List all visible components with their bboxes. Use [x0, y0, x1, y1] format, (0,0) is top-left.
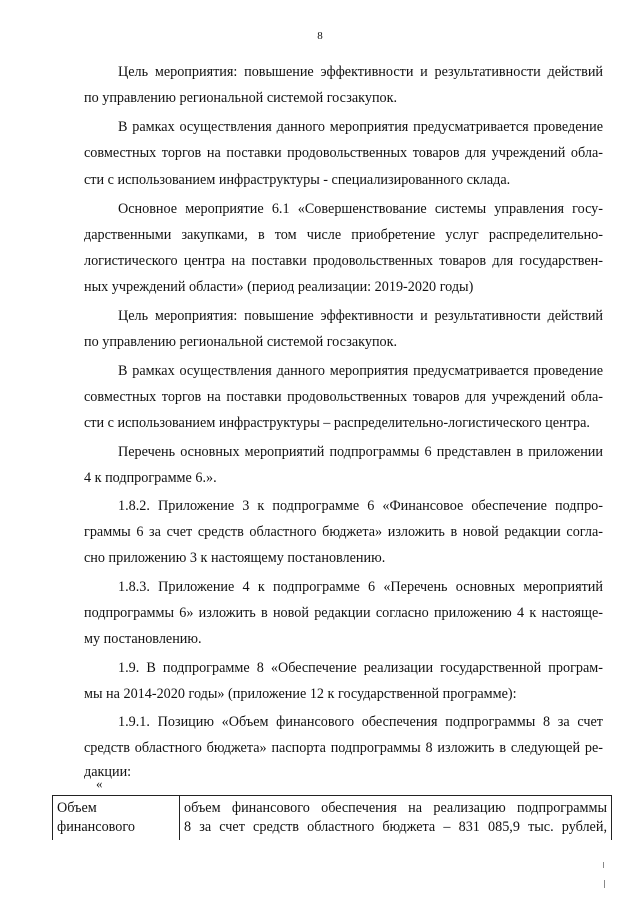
paragraph-line: Цель мероприятия: повышение эффективности и результативности действий [118, 64, 603, 80]
paragraph-line: В рамках осуществления данного мероприятия предусматривается проведение [118, 119, 603, 135]
passport-table [52, 795, 612, 840]
paragraph-line: В рамках осуществления данного мероприятия предусматривается проведение [118, 363, 603, 379]
paragraph-line: логистического центра на поставки продовольственных товаров для государствен- [84, 253, 603, 269]
paragraph-line: ных учреждений области» (период реализации: 2019-2020 годы) [84, 279, 474, 295]
paragraph-line: 1.9.1. Позицию «Объем финансового обеспечения подпрограммы 8 за счет [118, 714, 603, 730]
paragraph-line: Цель мероприятия: повышение эффективности и результативности действий [118, 308, 603, 324]
paragraph-line: по управлению региональной системой госзакупок. [84, 334, 398, 350]
paragraph-line: подпрограммы 6» изложить в новой редакции согласно приложению 4 к настояще- [84, 605, 603, 621]
paragraph-line: сти с использованием инфраструктуры - специализированного склада. [84, 172, 511, 188]
table-label-cell [53, 796, 180, 841]
paragraph-line: дакции: [84, 764, 132, 780]
paragraph-line: Основное мероприятие 6.1 «Совершенствование системы управления госу- [118, 201, 603, 217]
paragraph-line: му постановлению. [84, 631, 202, 647]
paragraph-line: совместных торгов на поставки продовольственных товаров для учреждений обла- [84, 389, 603, 405]
paragraph-line: Перечень основных мероприятий подпрограммы 6 представлен в приложении [118, 444, 603, 460]
paragraph-line: средств областного бюджета» паспорта подпрограммы 8 изложить в следующей ре- [84, 740, 603, 756]
scan-speck [604, 880, 605, 888]
value-line: 8 за счет средств областного бюджета – 831 085,9 тыс. рублей, [184, 819, 607, 835]
table-row [53, 796, 612, 841]
paragraph-line: 4 к подпрограмме 6.». [84, 470, 217, 486]
label-line: Объем [57, 800, 97, 816]
paragraph-line: сти с использованием инфраструктуры – распределительно-логистического центра. [84, 415, 590, 431]
table-value-cell [180, 796, 612, 841]
paragraph-line: дарственными закупками, в том числе приобретение услуг распределительно- [84, 227, 603, 243]
page-number: 8 [317, 30, 323, 42]
scan-speck [603, 862, 604, 868]
paragraph-line: мы на 2014-2020 годы» (приложение 12 к государственной программе): [84, 686, 517, 702]
paragraph-line: совместных торгов на поставки продовольственных товаров для учреждений обла- [84, 145, 603, 161]
paragraph-line: 1.8.3. Приложение 4 к подпрограмме 6 «Перечень основных мероприятий [118, 579, 603, 595]
paragraph-line: граммы 6 за счет средств областного бюджета» изложить в новой редакции согла- [84, 524, 603, 540]
value-line: объем финансового обеспечения на реализацию подпрограммы [184, 800, 607, 816]
paragraph-line: сно приложению 3 к настоящему постановлению. [84, 550, 386, 566]
paragraph-line: 1.9. В подпрограмме 8 «Обеспечение реализации государственной програм- [118, 660, 603, 676]
label-line: финансового [57, 819, 135, 835]
paragraph-line: по управлению региональной системой госзакупок. [84, 90, 398, 106]
paragraph-line: 1.8.2. Приложение 3 к подпрограмме 6 «Финансовое обеспечение подпро- [118, 498, 603, 514]
opening-quote-mark: « [96, 776, 103, 791]
